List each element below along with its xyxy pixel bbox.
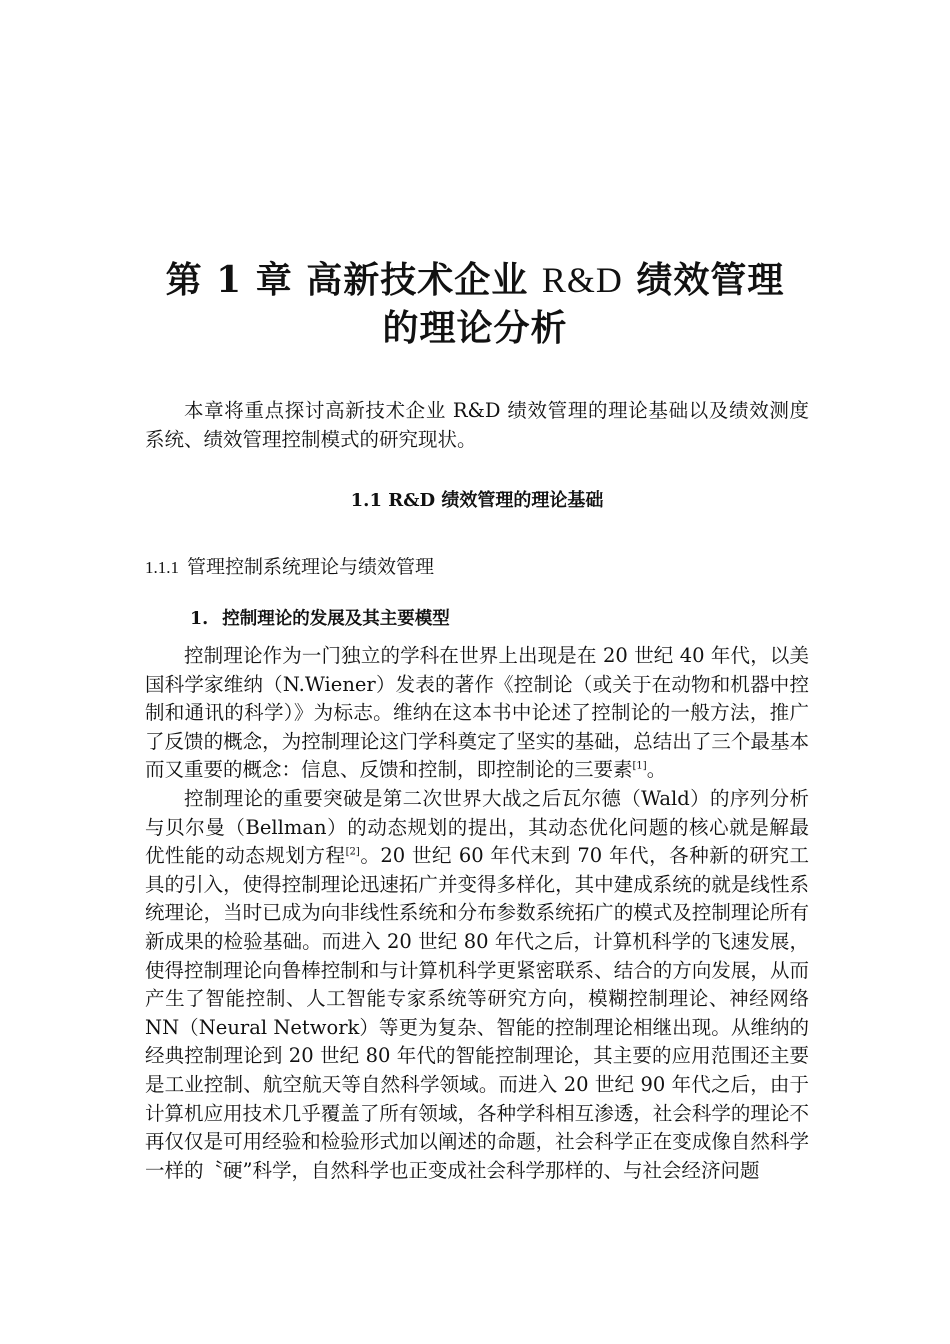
- subsection-heading: [145, 552, 809, 583]
- chapter-title-line1: [140, 256, 810, 304]
- p1-text: 控制理论作为一门独立的学科在世界上出现是在 20 世纪 40 年代，以美国科学家维纳（N.Wiener）发表的著作《控制论（或关于在动物和机器中控制和通讯的科学）》为标志。维纳在这本书中论述了控制论的一般方法，推广了反馈的概念，为控制理论这门学科奠定了坚实的基础，总结出了三个最基本而又重要的概念：信息、反馈和控制，即控制论的三要素: [145, 644, 809, 782]
- p1-end: 。: [646, 758, 667, 782]
- body-paragraph-1: [145, 642, 809, 785]
- subsection-number: 1.1.1: [145, 558, 179, 577]
- item-number: 1.: [190, 609, 209, 629]
- chapter-title-latin: R&D: [541, 260, 623, 300]
- body-paragraph-2: [145, 785, 809, 1185]
- chapter-title: [140, 256, 810, 352]
- p2-text-b: 。20 世纪 60 年代末到 70 年代，各种新的研究工具的引入，使得控制理论迅速拓广并变得多样化，其中建成系统的就是线性系统理论，当时已成为向非线性系统和分布参数系统拓广的模式及控制理论所有新成果的检验基础。而进入 20 世纪 80 年代之后，计算机科学的飞速发展，使得控制理论向鲁棒控制和与计算机科学更紧密联系、结合的方向发展，从而产生了智能控制、人工智能专家系统等研究方向，模糊控制理论、神经网络 NN（Neural Network）等更为复杂、智能的控制理论相继出现。从维纳的经典控制理论到 20 世纪 80 年代的智能控制理论，其主要的应用范围还主要是工业控制、航空航天等自然科学领域。而进入 20 世纪 90 年代之后，由于计算机应用技术几乎覆盖了所有领域，各种学科相互渗透，社会科学的理论不再仅仅是可用经验和检验形式加以阐述的命题，社会科学正在变成像自然科学一样的〝硬”科学，自然科学也正变成社会科学那样的、与社会经济问题: [145, 844, 809, 1182]
- chapter-title-line2: 的理论分析: [382, 307, 568, 349]
- item-title: 控制理论的发展及其主要模型: [222, 609, 450, 629]
- citation-1: [1]: [632, 760, 647, 772]
- chapter-title-suffix: 绩效管理: [622, 259, 785, 301]
- body-text: [145, 642, 809, 1185]
- section-heading: 1.1 R&D 绩效管理的理论基础: [350, 490, 604, 511]
- item-heading: [190, 606, 810, 632]
- subsection-title: 管理控制系统理论与绩效管理: [187, 556, 435, 578]
- citation-2: [2]: [345, 846, 360, 858]
- chapter-title-prefix: 第 1 章 高新技术企业: [165, 259, 542, 301]
- chapter-intro: [145, 396, 809, 454]
- intro-paragraph: 本章将重点探讨高新技术企业 R&D 绩效管理的理论基础以及绩效测度系统、绩效管理控制模式的研究现状。: [145, 399, 809, 451]
- p2-text-a: 控制理论的重要突破是第二次世界大战之后瓦尔德（Wald）的序列分析与贝尔曼（Bellman）的动态规划的提出，其动态优化问题的核心就是解最优性能的动态规划方程: [145, 786, 809, 868]
